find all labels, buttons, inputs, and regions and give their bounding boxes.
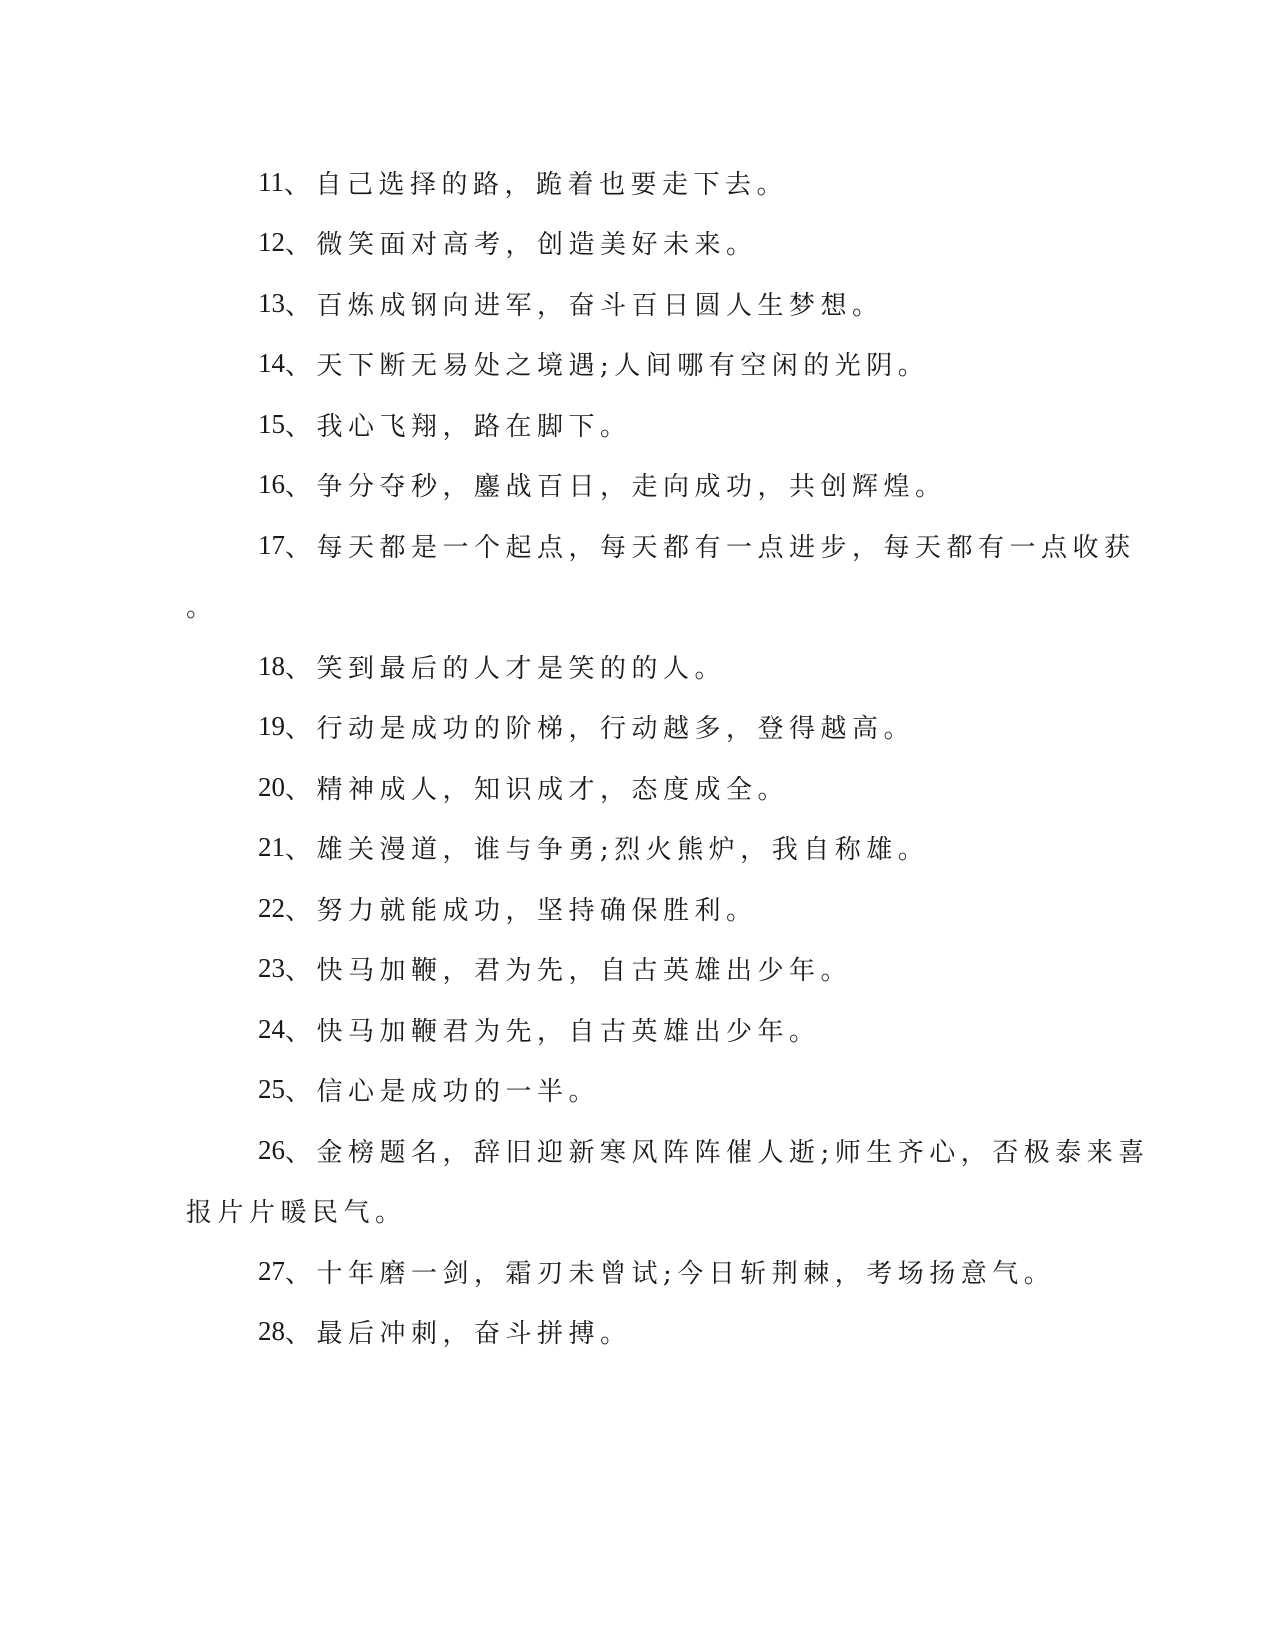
item-text: 微笑面对高考，创造美好未来。 [316,230,758,261]
item-text: 自己选择的路，跪着也要走下去。 [315,169,789,200]
list-item [186,1241,1086,1302]
item-number: 20 [258,771,285,802]
list-item [186,999,1086,1060]
item-number: 16 [258,469,285,500]
item-number: 13 [258,287,285,318]
item-text: 行动是成功的阶梯，行动越多，登得越高。 [316,714,916,745]
item-continuation-line [186,1181,1086,1242]
item-text: 十年磨一剑，霜刃未曾试;今日斩荆棘，考场扬意气。 [316,1258,1056,1289]
document-body [186,152,1150,1362]
list-item [186,818,1086,879]
item-text: 笑到最后的人才是笑的的人。 [316,653,727,684]
item-text: 雄关漫道，谁与争勇;烈火熊炉，我自称雄。 [316,835,930,866]
item-separator: 、 [285,835,317,866]
item-text: 快马加鞭，君为先，自古英雄出少年。 [316,956,853,987]
list-item [186,636,1086,697]
item-separator: 、 [284,169,316,200]
item-text: 争分夺秒，鏖战百日，走向成功，共创辉煌。 [316,472,947,503]
item-number: 28 [258,1316,285,1347]
item-number: 11 [258,166,284,197]
item-separator: 、 [285,653,317,684]
item-number: 14 [258,348,285,379]
list-item [186,152,1086,213]
item-number: 25 [258,1074,285,1105]
list-item [186,1120,1150,1181]
list-item [186,515,1136,576]
item-continuation-text: 报片片暖民气。 [186,1198,407,1229]
item-continuation-text: 。 [186,593,218,624]
item-text: 最后冲刺，奋斗拼搏。 [316,1319,632,1350]
item-number: 22 [258,892,285,923]
item-number: 18 [258,650,285,681]
list-item [186,273,1086,334]
item-number: 24 [258,1013,285,1044]
list-item [186,1302,1086,1363]
item-text: 金榜题名，辞旧迎新寒风阵阵催人逝;师生齐心，否极泰来喜 [316,1137,1150,1168]
item-text: 信心是成功的一半。 [316,1077,601,1108]
item-separator: 、 [285,1258,317,1289]
item-separator: 、 [285,956,317,987]
item-text: 每天都是一个起点，每天都有一点进步，每天都有一点收获 [316,532,1136,563]
item-separator: 、 [285,411,317,442]
list-item [186,1060,1086,1121]
list-item [186,939,1086,1000]
item-number: 19 [258,711,285,742]
item-text: 快马加鞭君为先，自古英雄出少年。 [316,1016,821,1047]
list-item [186,394,1086,455]
item-continuation-line [186,576,1086,637]
item-number: 17 [258,529,285,560]
list-item [186,757,1086,818]
item-text: 精神成人，知识成才，态度成全。 [316,774,790,805]
item-text: 我心飞翔，路在脚下。 [316,411,632,442]
item-text: 天下断无易处之境遇;人间哪有空闲的光阴。 [316,351,930,382]
list-item [186,878,1086,939]
item-separator: 、 [285,532,317,563]
item-number: 26 [258,1134,285,1165]
item-separator: 、 [285,230,317,261]
item-separator: 、 [285,1016,317,1047]
item-separator: 、 [285,714,317,745]
item-number: 21 [258,832,285,863]
list-item [186,213,1086,274]
item-separator: 、 [285,774,317,805]
list-item [186,455,1086,516]
list-item [186,697,1086,758]
item-separator: 、 [285,895,317,926]
item-separator: 、 [285,1319,317,1350]
item-number: 12 [258,227,285,258]
item-separator: 、 [285,472,317,503]
item-text: 努力就能成功，坚持确保胜利。 [316,895,758,926]
item-separator: 、 [285,1077,317,1108]
item-separator: 、 [285,290,317,321]
item-number: 23 [258,953,285,984]
item-separator: 、 [285,351,317,382]
item-text: 百炼成钢向进军，奋斗百日圆人生梦想。 [316,290,884,321]
item-separator: 、 [285,1137,317,1168]
item-number: 27 [258,1255,285,1286]
item-number: 15 [258,408,285,439]
list-item [186,334,1086,395]
